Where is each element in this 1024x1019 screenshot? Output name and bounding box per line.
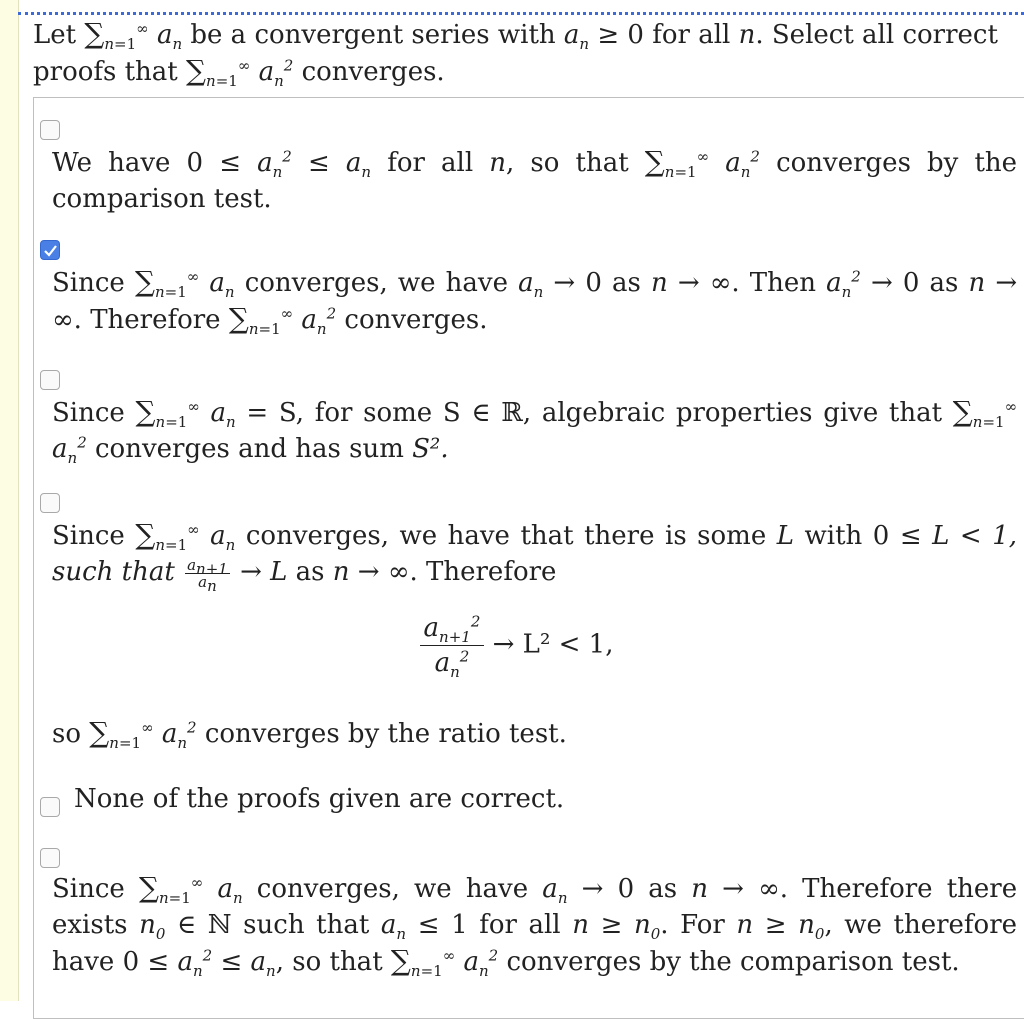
option-4-checkbox[interactable] [40,493,60,513]
option-2-text: Since $\sum_{n=1}^\infty$ $a_n$ converges, we have $a_n \to 0$ as n → ∞. Then $a_n^2 \to 0$ as n → ∞. Therefore $\sum_{n=1}^\infty$ $a_n^2$ converges. [52,265,1018,339]
option-5-checkbox[interactable] [40,797,60,817]
option-4-text: Since $\sum_{n=1}^\infty$ $a_n$ converges, we have that there is some L with 0 ≤ L < 1, such that $\frac{a_{n+1}}{a_n}$ → L as n → ∞. Therefore [52,518,1018,595]
option-1-checkbox[interactable] [40,120,60,140]
option-1-text: We have $0 \le a_n^2 \le a_n$ for all n, so that $\sum_{n=1}^\infty$ $a_n^2$ converges by the comparison test. [52,145,1018,214]
option-6-text: Since $\sum_{n=1}^\infty$ $a_n$ converges, we have $a_n \to 0$ as n → ∞. Therefore there exists $n_0$ ∈ ℕ such that $a_n \le 1$ for all $n \ge n_0$. For $n \ge n_0$, we therefore have $0 \le a_n^2 \le a_n$, so that $\sum_{n=1}^\infty$ $a_n^2$ converges by the comparison test. [52,871,1018,981]
option-6-checkbox[interactable] [40,848,60,868]
option-2-checkbox[interactable] [40,240,60,260]
focus-dotted-border [18,12,1024,15]
question-text: Let $\sum_{n=1}^\infty$ $a_n$ be a convergent series with $a_n \ge 0$ for all n. Select all correct proofs that $\sum_{n=1}^\infty$ $a_n^2$ converges. [33,17,998,91]
left-margin-bar [0,0,19,1001]
answer-options-panel [33,97,1024,1019]
option-5-label: None of the proofs given are correct. [74,784,565,814]
checkmark-icon [43,243,58,258]
option-3-text: Since $\sum_{n=1}^\infty$ $a_n = S$, for some S ∈ ℝ, algebraic properties give that $\sum_{n=1}^\infty$ $a_n^2$ converges and has sum S². [52,395,1018,468]
option-3-checkbox[interactable] [40,370,60,390]
option-4-conclusion: so $\sum_{n=1}^\infty$ $a_n^2$ converges by the ratio test. [52,716,567,753]
option-4-display-equation: $\frac{a_{n+1}^2}{a_n^2}$ → L² < 1, [34,611,999,680]
